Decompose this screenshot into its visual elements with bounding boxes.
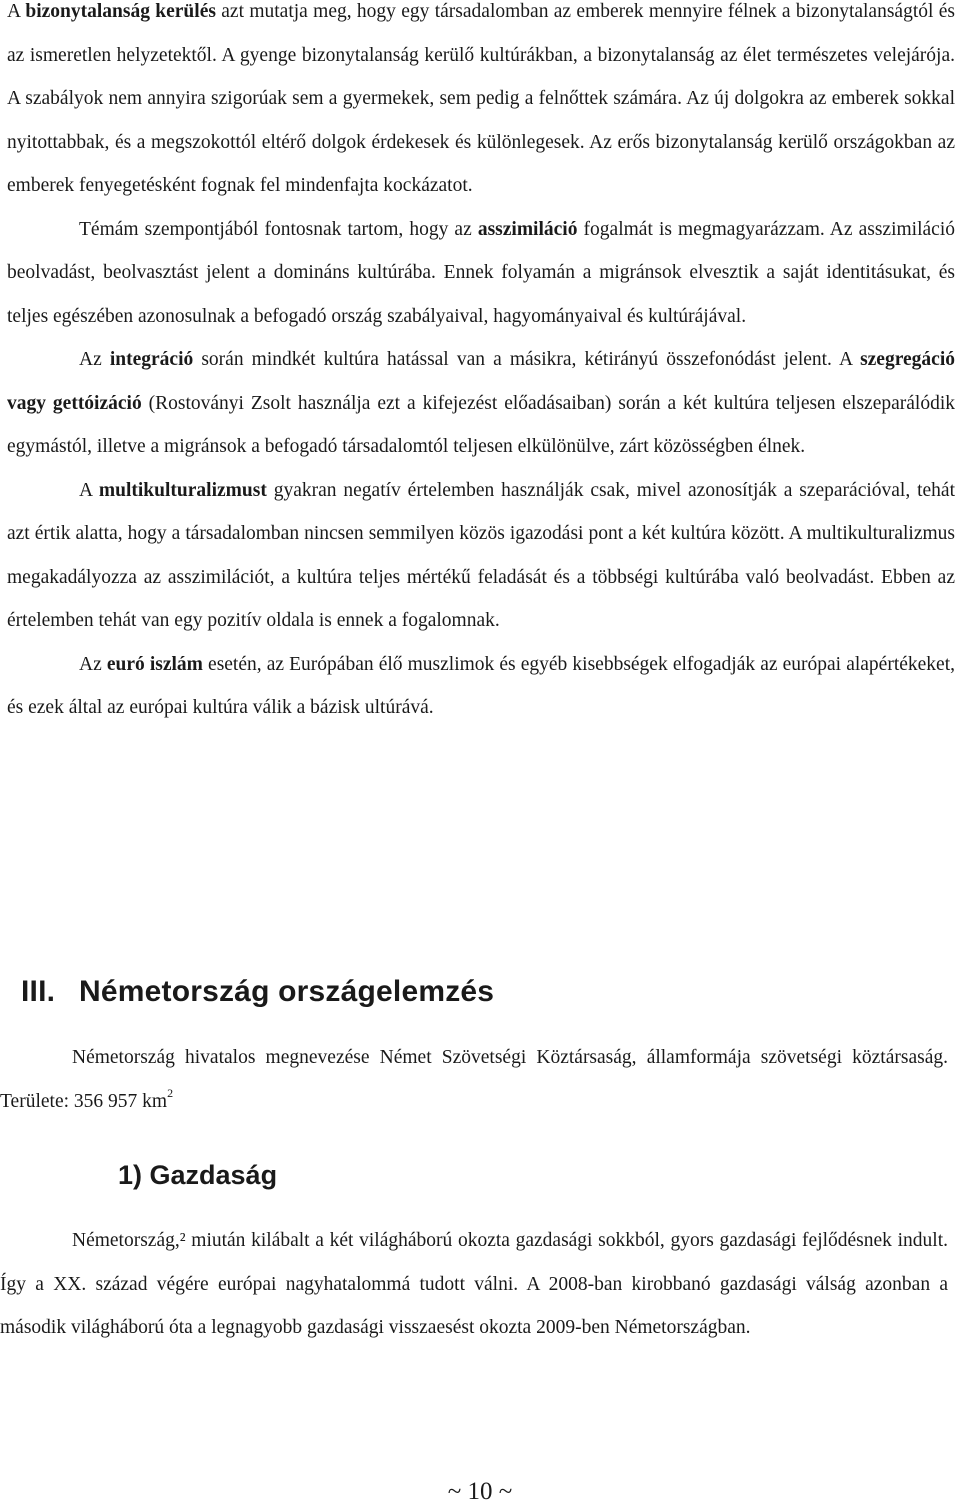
bold-term: multikulturalizmust xyxy=(98,479,267,501)
bold-term: szegregáció vagy gettóizáció xyxy=(7,349,955,414)
body-paragraph xyxy=(7,643,955,730)
body-paragraph xyxy=(7,0,955,208)
bold-term: bizonytalanság kerülés xyxy=(25,1,216,22)
bold-term: integráció xyxy=(109,349,194,370)
page-number: ~ 10 ~ xyxy=(447,1478,513,1505)
bold-term: euró iszlám xyxy=(106,653,203,675)
text-run: fogalmát is megmagyarázzam. Az asszimiláció beolvadást, beolvasztást jelent a domináns kultúrába. Ennek folyamán a migránsok elvesztik a saját identitásukat, és teljes egészében azonosulnak a befogadó ország szabályaival, hagyományaival és kultúrájával. xyxy=(7,218,955,327)
section-intro xyxy=(0,1036,948,1123)
subsection-heading: 1) Gazdaság xyxy=(118,1160,278,1190)
section-title: Németország országelemzés xyxy=(79,975,495,1008)
text-run: A xyxy=(79,479,99,501)
body-paragraph xyxy=(7,208,955,339)
text-run: Az xyxy=(79,653,107,675)
bold-term: asszimiláció xyxy=(477,218,578,240)
document-page xyxy=(7,0,955,730)
text-run: azt mutatja meg, hogy egy társadalomban az emberek mennyire félnek a bizonytalanságtól és az ismeretlen helyzetektől. A gyenge bizonytalanság kerülő kultúrákban, a bizonytalanság az élet természetes velejárója. A szabályok nem annyira szigorúak sem a gyermekek, sem pedig a felnőttek számára. Az új dolgokra az emberek sokkal nyitottabbak, és a megszokottól eltérő dolgok érdekesek és különlegesek. Az erős bizonytalanság kerülő országokban az emberek fenyegetésként fognak fel mindenfajta kockázatot. xyxy=(7,1,955,196)
subsection-body xyxy=(0,1219,948,1350)
superscript: 2 xyxy=(167,1085,174,1100)
text-run: Az xyxy=(79,349,110,370)
body-paragraphs xyxy=(7,0,955,730)
text-run: során mindkét kultúra hatással van a másikra, kétirányú összefonódást jelent. A xyxy=(193,349,861,370)
text-run: A xyxy=(7,1,26,22)
text-run: gyakran negatív értelemben használják csak, mivel azonosítják a szeparációval, tehát azt értik alatta, hogy a társadalomban nincsen semmilyen közös igazodási pont a két kultúra között. A multikulturalizmus megakadályozza az asszimilációt, a kultúra teljes mértékű feladását és a többségi kultúrába való beolvadást. Ebben az értelemben tehát van egy pozitív oldala is ennek a fogalomnak. xyxy=(7,479,955,631)
text-run: (Rostoványi Zsolt használja ezt a kifejezést előadásaiban) során a két kultúra teljesen elszeparálódik egymástól, illetve a migránsok a befogadó társadalomtól teljesen elkülönülve, zárt közösségben élnek. xyxy=(7,392,956,457)
text-run: Témám szempontjából fontosnak tartom, hogy az xyxy=(79,218,478,240)
text-run: esetén, az Európában élő muszlimok és egyéb kisebbségek elfogadják az európai alapértékeket, és ezek által az európai kultúra válik a bázisk ultúrává. xyxy=(7,653,955,718)
section-heading xyxy=(21,975,494,1009)
subsection-paragraph: Németország,² miután kilábalt a két világháború okozta gazdasági sokkból, gyors gazdasági fejlődésnek indult. Így a XX. század végére európai nagyhatalommá tudott válni. A 2008-ban kirobbanó gazdasági válság azonban a második világháború óta a legnagyobb gazdasági visszaesést okozta 2009-ben Németországban. xyxy=(0,1230,948,1338)
body-paragraph xyxy=(7,469,955,643)
section-paragraph: Németország hivatalos megnevezése Német Szövetségi Köztársaság, államformája szövetségi köztársaság. Területe: 356 957 $km^2$ xyxy=(0,1047,948,1112)
section-number: III. xyxy=(21,975,56,1008)
body-paragraph xyxy=(7,338,955,469)
